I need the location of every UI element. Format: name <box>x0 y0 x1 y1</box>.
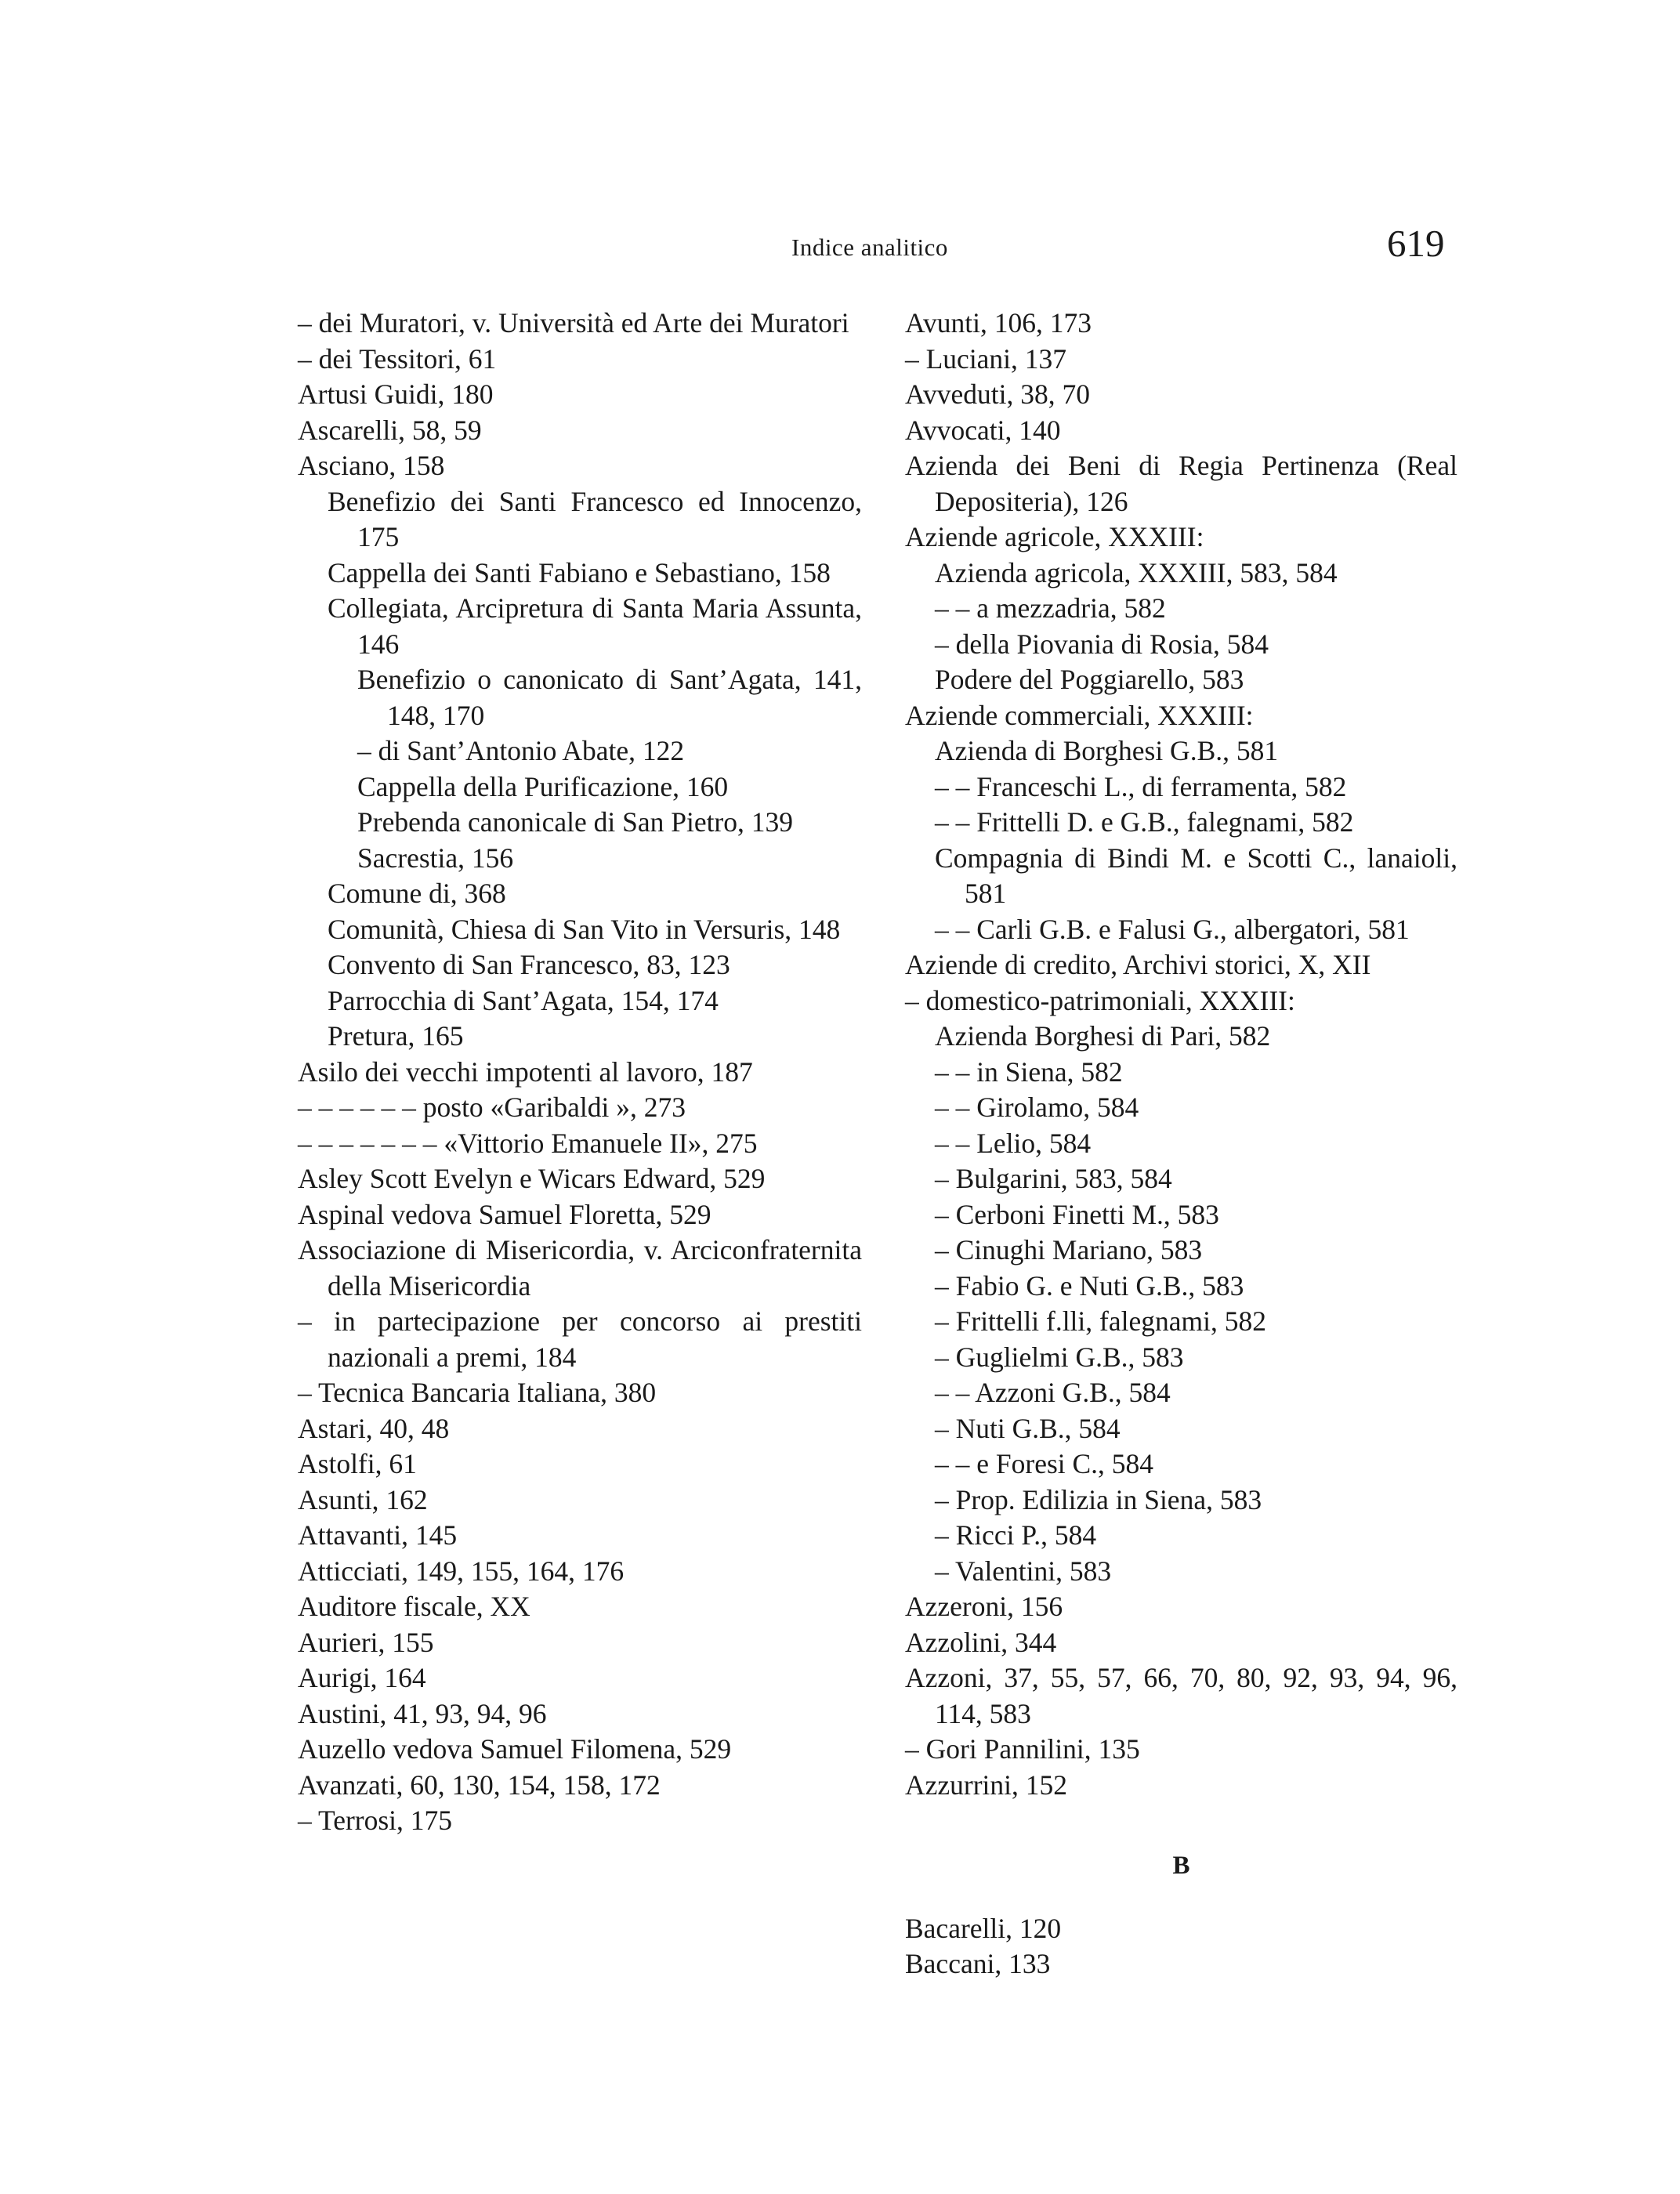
index-entry: Aspinal vedova Samuel Floretta, 529 <box>298 1198 711 1230</box>
index-entry: Azzurrini, 152 <box>905 1769 1068 1801</box>
index-entry: Compagnia di Bindi M. e Scotti C., lanaioli, 581 <box>935 842 1457 909</box>
section-letter-b: B <box>1172 1852 1190 1880</box>
running-title: Indice analitico <box>791 234 948 261</box>
page-number: 619 <box>1387 222 1445 265</box>
index-entry: Baccani, 133 <box>905 1948 1051 1979</box>
index-entry: Bacarelli, 120 <box>905 1912 1062 1944</box>
index-entry: Podere del Poggiarello, 583 <box>935 664 1244 695</box>
index-entry: – in partecipazione per concorso ai prestiti nazionali a premi, 184 <box>298 1305 862 1373</box>
index-entry: Aziende agricole, XXXIII: <box>905 521 1204 552</box>
index-entry: – della Piovania di Rosia, 584 <box>935 628 1269 660</box>
index-entry: Astolfi, 61 <box>298 1448 417 1479</box>
index-entry: – di Sant’Antonio Abate, 122 <box>357 735 685 766</box>
index-entry: Comunità, Chiesa di San Vito in Versuris, 148 <box>328 913 841 945</box>
index-entry: Cappella dei Santi Fabiano e Sebastiano, 158 <box>328 556 831 588</box>
index-entry: Azienda dei Beni di Regia Pertinenza (Real Depositeria), 126 <box>905 450 1457 517</box>
index-entry: Comune di, 368 <box>328 878 506 909</box>
index-entry: – Cerboni Finetti M., 583 <box>935 1198 1219 1230</box>
index-entry: Asciano, 158 <box>298 450 445 481</box>
index-entry: – Bulgarini, 583, 584 <box>935 1163 1172 1194</box>
index-entry: Cappella della Purificazione, 160 <box>357 770 729 802</box>
index-entry: – Ricci P., 584 <box>935 1519 1097 1551</box>
index-entry: Sacrestia, 156 <box>357 842 514 874</box>
index-entry: Aziende di credito, Archivi storici, X, XII <box>905 949 1371 980</box>
index-entry: – – Girolamo, 584 <box>935 1092 1139 1123</box>
index-entry: – Gori Pannilini, 135 <box>905 1733 1140 1765</box>
index-entry: Collegiata, Arcipretura di Santa Maria Assunta, 146 <box>328 592 862 660</box>
index-entry: Prebenda canonicale di San Pietro, 139 <box>357 806 794 838</box>
index-entry: Attavanti, 145 <box>298 1519 458 1551</box>
index-entry: Pretura, 165 <box>328 1020 464 1052</box>
index-entry: Azienda Borghesi di Pari, 582 <box>935 1020 1271 1052</box>
index-column-left <box>298 306 862 1839</box>
index-entry: – – e Foresi C., 584 <box>935 1448 1154 1479</box>
index-entry: Asunti, 162 <box>298 1483 428 1515</box>
index-column-right <box>905 306 1457 1982</box>
index-entry: – – in Siena, 582 <box>935 1055 1123 1088</box>
index-entry: – dei Muratori, v. Università ed Arte dei Muratori <box>298 307 849 339</box>
index-entry: Avvocati, 140 <box>905 414 1061 446</box>
index-entry: Azienda di Borghesi G.B., 581 <box>935 735 1279 766</box>
index-entry: – – a mezzadria, 582 <box>935 592 1166 624</box>
index-entry: – domestico-patrimoniali, XXXIII: <box>905 984 1295 1016</box>
index-entry: Aurigi, 164 <box>298 1662 426 1693</box>
index-entry: Associazione di Misericordia, v. Arciconfraternita della Misericordia <box>298 1234 862 1302</box>
index-entry: – Tecnica Bancaria Italiana, 380 <box>298 1377 657 1408</box>
index-entry: – – Azzoni G.B., 584 <box>935 1377 1171 1408</box>
index-entry: Auditore fiscale, XX <box>298 1591 530 1622</box>
index-entry: Avunti, 106, 173 <box>905 307 1092 339</box>
index-entry: – dei Tessitori, 61 <box>298 342 497 375</box>
section-b-entries <box>905 1911 1457 1982</box>
index-entry: Aziende commerciali, XXXIII: <box>905 699 1254 731</box>
index-entry: – Guglielmi G.B., 583 <box>935 1341 1184 1373</box>
index-entry: – Fabio G. e Nuti G.B., 583 <box>935 1269 1244 1302</box>
index-entry: Azienda agricola, XXXIII, 583, 584 <box>935 556 1338 588</box>
index-entry: Azzoni, 37, 55, 57, 66, 70, 80, 92, 93, 94, 96, 114, 583 <box>905 1662 1457 1729</box>
index-entry: – Cinughi Mariano, 583 <box>935 1234 1203 1265</box>
index-entry: Austini, 41, 93, 94, 96 <box>298 1697 547 1729</box>
index-entry: – Nuti G.B., 584 <box>935 1412 1121 1444</box>
index-entry: – – Frittelli D. e G.B., falegnami, 582 <box>935 806 1354 838</box>
index-entry: – Luciani, 137 <box>905 342 1067 375</box>
index-entry: – Terrosi, 175 <box>298 1805 453 1836</box>
index-entry: Benefizio dei Santi Francesco ed Innocenzo, 175 <box>328 485 862 552</box>
index-entry: Astari, 40, 48 <box>298 1412 450 1444</box>
index-entry: Asley Scott Evelyn e Wicars Edward, 529 <box>298 1163 766 1194</box>
index-entry: Ascarelli, 58, 59 <box>298 414 482 446</box>
index-entry: – – Franceschi L., di ferramenta, 582 <box>935 770 1347 802</box>
page-header <box>0 0 1680 282</box>
index-entry: Auzello vedova Samuel Filomena, 529 <box>298 1733 732 1765</box>
index-entry: – – – – – – – «Vittorio Emanuele II», 275 <box>298 1127 758 1159</box>
index-entry: – Prop. Edilizia in Siena, 583 <box>935 1483 1262 1515</box>
index-entry: Artusi Guidi, 180 <box>298 378 494 410</box>
index-entry: Atticciati, 149, 155, 164, 176 <box>298 1555 625 1587</box>
index-entry: – Valentini, 583 <box>935 1555 1112 1587</box>
index-entry: Azzeroni, 156 <box>905 1591 1063 1622</box>
index-entry: Aurieri, 155 <box>298 1626 434 1658</box>
index-entry: – Frittelli f.lli, falegnami, 582 <box>935 1305 1266 1337</box>
index-entry: Avveduti, 38, 70 <box>905 378 1090 410</box>
index-entry: – – – – – – posto «Garibaldi », 273 <box>298 1092 686 1123</box>
index-entry: – – Lelio, 584 <box>935 1127 1092 1159</box>
index-entry: Convento di San Francesco, 83, 123 <box>328 949 730 980</box>
index-entry: Benefizio o canonicato di Sant’Agata, 141, 148, 170 <box>357 664 862 731</box>
right-entries <box>905 306 1457 1803</box>
index-entry: Azzolini, 344 <box>905 1626 1057 1658</box>
index-entry: Avanzati, 60, 130, 154, 158, 172 <box>298 1769 661 1801</box>
index-entry: – – Carli G.B. e Falusi G., albergatori, 581 <box>935 913 1410 945</box>
index-entry: Parrocchia di Sant’Agata, 154, 174 <box>328 984 719 1016</box>
index-entry: Asilo dei vecchi impotenti al lavoro, 187 <box>298 1055 753 1088</box>
